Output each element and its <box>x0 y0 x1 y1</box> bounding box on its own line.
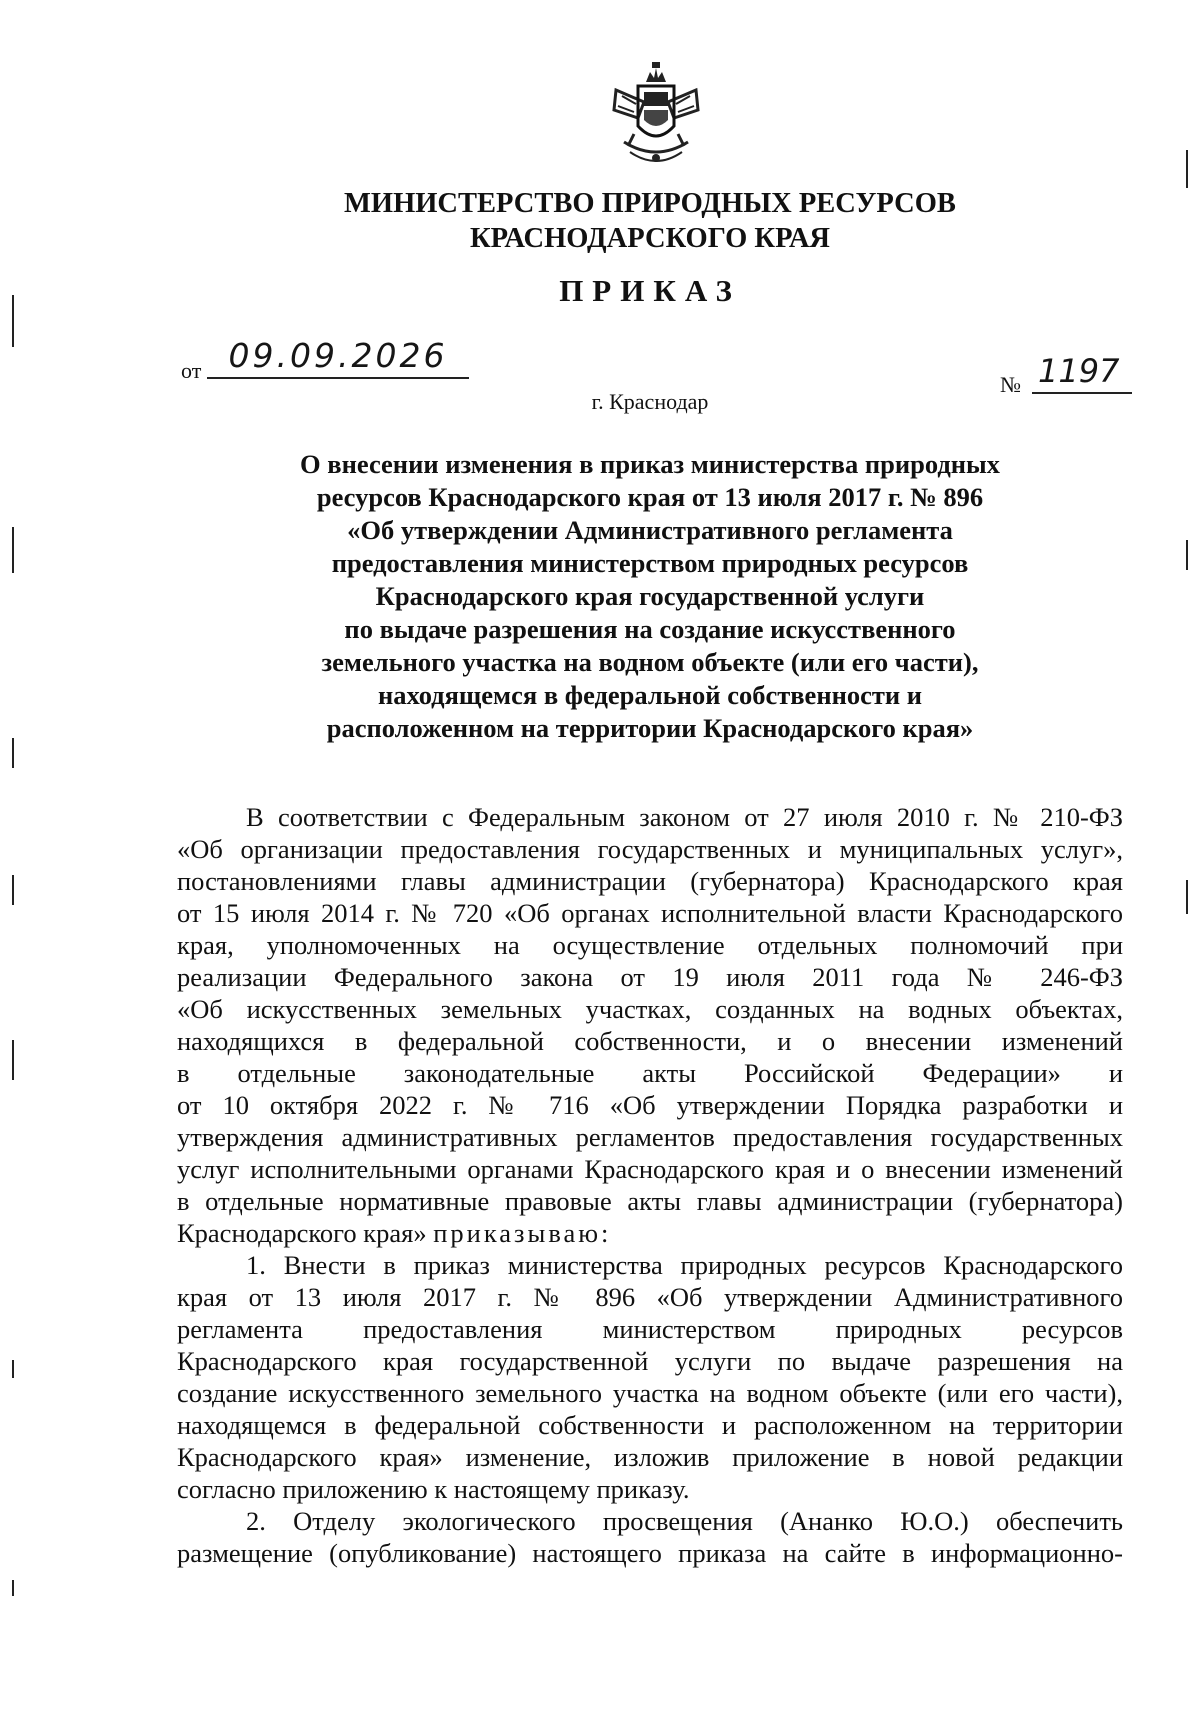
body-line-text: Краснодарского края» <box>177 1218 427 1248</box>
body-line: находящемся в федеральной собственности и расположенном на территории <box>177 1410 1123 1440</box>
body-line: находящихся в федеральной собственности, и о внесении изменений <box>177 1026 1123 1056</box>
body-line: Краснодарского края государственной услуги по выдаче разрешения на <box>177 1346 1123 1376</box>
scan-mark <box>1186 540 1188 570</box>
scan-mark <box>12 875 14 905</box>
body-line: «Об организации предоставления государственных и муниципальных услуг», <box>177 834 1123 864</box>
ministry-title-line: МИНИСТЕРСТВО ПРИРОДНЫХ РЕСУРСОВ <box>344 188 956 219</box>
ministry-title-line: КРАСНОДАРСКОГО КРАЯ <box>469 223 831 254</box>
body-line: услуг исполнительными органами Краснодарского края и о внесении изменений <box>177 1154 1123 1184</box>
body-line: «Об искусственных земельных участках, созданных на водных объектах, <box>177 994 1123 1024</box>
ministry-title <box>250 186 1050 256</box>
body-line: размещение (опубликование) настоящего приказа на сайте в информационно- <box>177 1538 1123 1568</box>
body-line: реализации Федерального закона от 19 июля 2011 года № 246-ФЗ <box>177 962 1123 992</box>
body-line: утверждения административных регламентов предоставления государственных <box>177 1122 1123 1152</box>
scan-mark <box>12 1040 14 1080</box>
handwritten-date: 09.09.2026 <box>207 335 469 379</box>
body-line: Краснодарского края» изменение, изложив приложение в новой редакции <box>177 1442 1123 1472</box>
krasnodar-coat-of-arms-icon <box>608 62 704 174</box>
subject-line: земельного участка на водном объекте (или его части), <box>321 647 979 677</box>
order-body <box>177 801 1123 1569</box>
body-line: постановлениями главы администрации (губернатора) Краснодарского края <box>177 866 1123 896</box>
body-line <box>177 1217 1123 1249</box>
number-label: № <box>1000 372 1021 397</box>
body-line: от 15 июля 2014 г. № 720 «Об органах исполнительной власти Краснодарского <box>177 898 1123 928</box>
body-line: в отдельные законодательные акты Российской Федерации» и <box>177 1058 1123 1088</box>
body-line: В соответствии с Федеральным законом от 27 июля 2010 г. № 210-ФЗ <box>246 802 1123 832</box>
document-type-title: ПРИКАЗ <box>559 273 741 308</box>
scan-mark <box>12 1580 14 1596</box>
order-subject <box>205 448 1095 745</box>
body-line: создание искусственного земельного участка на водном объекте (или его части), <box>177 1378 1123 1408</box>
body-line: 2. Отделу экологического просвещения (Ананко Ю.О.) обеспечить <box>246 1506 1123 1536</box>
scan-mark <box>1186 150 1188 188</box>
date-label: от <box>181 358 202 383</box>
city-label: г. Краснодар <box>591 389 709 414</box>
subject-line: по выдаче разрешения на создание искусственного <box>344 614 956 644</box>
body-line: края от 13 июля 2017 г. № 896 «Об утверждении Административного <box>177 1282 1123 1312</box>
subject-line: находящемся в федеральной собственности и <box>377 680 923 710</box>
scan-mark <box>12 738 14 768</box>
scan-mark <box>12 1360 14 1378</box>
scan-mark <box>1186 880 1188 914</box>
body-line: 1. Внести в приказ министерства природных ресурсов Краснодарского <box>246 1250 1123 1280</box>
body-line: от 10 октября 2022 г. № 716 «Об утверждении Порядка разработки и <box>177 1090 1123 1120</box>
handwritten-number: 1197 <box>1032 350 1132 394</box>
subject-line: ресурсов Краснодарского края от 13 июля 2017 г. № 896 <box>316 482 984 512</box>
subject-line: Краснодарского края государственной услуги <box>375 581 925 611</box>
scan-mark <box>12 527 14 573</box>
subject-line: «Об утверждении Административного регламента <box>347 515 953 545</box>
scan-mark <box>12 295 14 347</box>
body-line: согласно приложению к настоящему приказу. <box>177 1474 690 1504</box>
subject-line: предоставления министерством природных ресурсов <box>331 548 969 578</box>
body-line: в отдельные нормативные правовые акты главы администрации (губернатора) <box>177 1186 1123 1216</box>
subject-line: О внесении изменения в приказ министерства природных <box>300 449 1000 479</box>
body-line: края, уполномоченных на осуществление отдельных полномочий при <box>177 930 1123 960</box>
subject-line: расположенном на территории Краснодарского края» <box>326 713 974 743</box>
body-line: регламента предоставления министерством природных ресурсов <box>177 1314 1123 1344</box>
order-verb: приказываю: <box>433 1218 612 1248</box>
